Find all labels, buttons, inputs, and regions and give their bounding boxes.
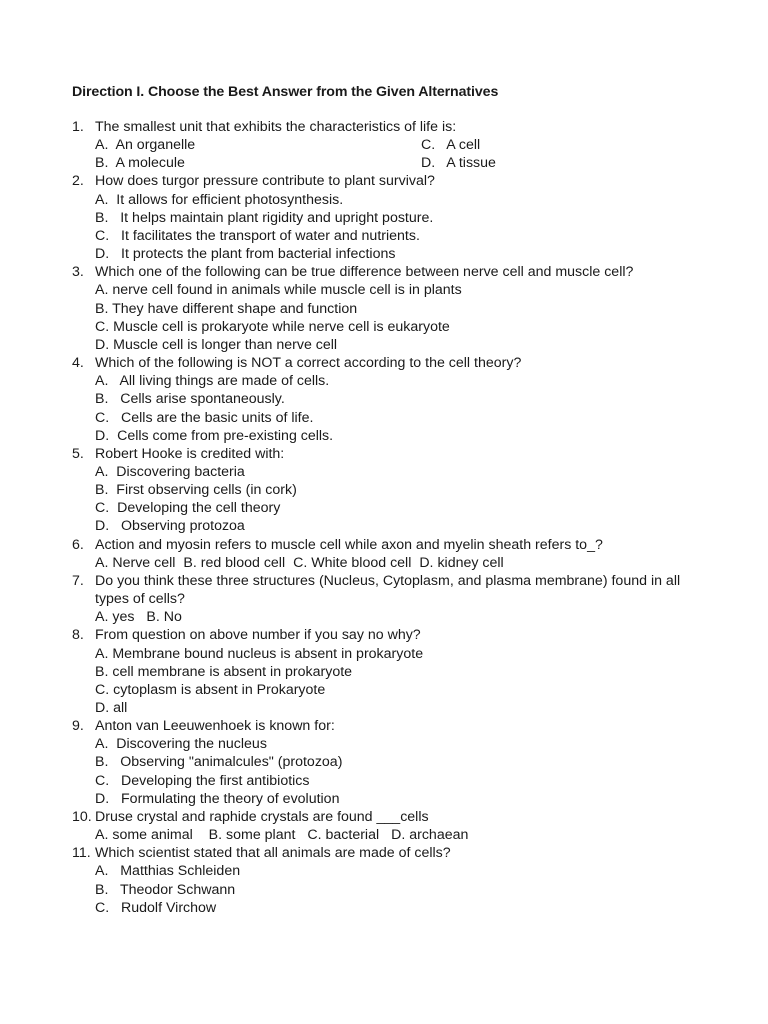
question-11: [72, 844, 712, 917]
question-text: Which one of the following can be true difference between nerve cell and muscle cell?: [95, 264, 634, 281]
question-number: 2.: [72, 173, 84, 190]
question-8: [72, 626, 712, 717]
option-b: B. First observing cells (in cork): [95, 482, 297, 499]
question-number: 6.: [72, 536, 84, 553]
option-b: B. It helps maintain plant rigidity and upright posture.: [95, 209, 434, 226]
option-c: C. Developing the cell theory: [95, 500, 281, 517]
options-inline: [95, 608, 712, 626]
question-number: 5.: [72, 445, 84, 462]
option-b: B. They have different shape and function: [95, 300, 358, 317]
question-7: [72, 572, 712, 626]
question-text: How does turgor pressure contribute to plant survival?: [95, 173, 435, 190]
question-text: Do you think these three structures (Nucleus, Cytoplasm, and plasma membrane) found in all types of cells?: [95, 572, 681, 608]
question-10: [72, 808, 712, 844]
question-1: [72, 118, 712, 172]
option-a: A. All living things are made of cells.: [95, 373, 330, 390]
question-3: [72, 263, 712, 354]
question-number: 4.: [72, 355, 84, 372]
option-c: C. A cell: [421, 137, 481, 154]
option-c: C. bacterial: [307, 827, 380, 844]
option-d: D. It protects the plant from bacterial infections: [95, 246, 396, 263]
option-d: D. all: [95, 700, 128, 716]
question-4: [72, 354, 712, 445]
question-number: 8.: [72, 627, 84, 644]
options-inline: [95, 554, 712, 572]
question-number: 3.: [72, 264, 84, 281]
question-number: 7.: [72, 572, 84, 589]
question-number: 10.: [72, 808, 92, 825]
option-d: D. kidney cell: [419, 554, 504, 571]
option-a: A. An organelle: [95, 137, 196, 154]
question-list: [72, 118, 712, 917]
option-c: C. Rudolf Virchow: [95, 899, 217, 916]
option-a: A. It allows for efficient photosynthesis.: [95, 191, 344, 208]
option-d: D. Muscle cell is longer than nerve cell: [95, 336, 338, 353]
option-a: A. Matthias Schleiden: [95, 863, 241, 880]
option-a: A. Membrane bound nucleus is absent in prokaryote: [95, 645, 424, 662]
option-b: B. Cells arise spontaneously.: [95, 391, 285, 408]
question-text: Which of the following is NOT a correct according to the cell theory?: [95, 355, 522, 372]
question-text: Action and myosin refers to muscle cell while axon and myelin sheath refers to_?: [95, 536, 603, 553]
question-text: Anton van Leeuwenhoek is known for:: [95, 718, 335, 735]
option-d: D. Cells come from pre-existing cells.: [95, 427, 334, 444]
option-a: A. some animal: [95, 827, 197, 844]
question-number: 11.: [72, 845, 91, 862]
options-inline: [95, 826, 712, 844]
question-number: 9.: [72, 718, 84, 735]
option-c: C. White blood cell: [293, 554, 412, 571]
option-c: C. Muscle cell is prokaryote while nerve cell is eukaryote: [95, 318, 450, 335]
option-b: B. cell membrane is absent in prokaryote: [95, 663, 353, 680]
option-b: B. No: [146, 609, 182, 626]
option-b: B. Theodor Schwann: [95, 881, 236, 898]
option-b: B. some plant: [208, 827, 296, 844]
option-b: B. Observing "animalcules" (protozoa): [95, 754, 343, 771]
question-text: Druse crystal and raphide crystals are found ___cells: [95, 808, 429, 825]
question-text: From question on above number if you say no why?: [95, 627, 421, 644]
question-text: The smallest unit that exhibits the characteristics of life is:: [95, 119, 457, 135]
options-row: [95, 136, 712, 154]
option-c: C. Developing the first antibiotics: [95, 772, 310, 789]
option-d: D. archaean: [391, 827, 469, 844]
question-2: [72, 172, 712, 263]
question-text: Which scientist stated that all animals are made of cells?: [95, 845, 451, 862]
option-d: D. Observing protozoa: [95, 518, 245, 535]
option-c: C. Cells are the basic units of life.: [95, 409, 314, 426]
question-text: Robert Hooke is credited with:: [95, 445, 285, 462]
option-a: A. Discovering the nucleus: [95, 736, 267, 753]
option-c: C. It facilitates the transport of water and nutrients.: [95, 227, 420, 244]
option-d: D. Formulating the theory of evolution: [95, 790, 340, 807]
option-a: A. Nerve cell: [95, 554, 176, 571]
option-d: D. A tissue: [421, 155, 496, 172]
question-9: [72, 717, 712, 808]
option-b: B. A molecule: [95, 155, 185, 172]
question-5: [72, 445, 712, 536]
question-number: 1.: [72, 119, 84, 135]
question-6: [72, 536, 712, 572]
option-b: B. red blood cell: [183, 554, 286, 571]
option-a: A. nerve cell found in animals while muscle cell is in plants: [95, 282, 462, 299]
option-a: A. Discovering bacteria: [95, 463, 245, 480]
option-c: C. cytoplasm is absent in Prokaryote: [95, 681, 326, 698]
option-a: A. yes: [95, 609, 135, 626]
options-row: [95, 154, 712, 172]
direction-heading: Direction I. Choose the Best Answer from the Given Alternatives: [72, 84, 499, 100]
